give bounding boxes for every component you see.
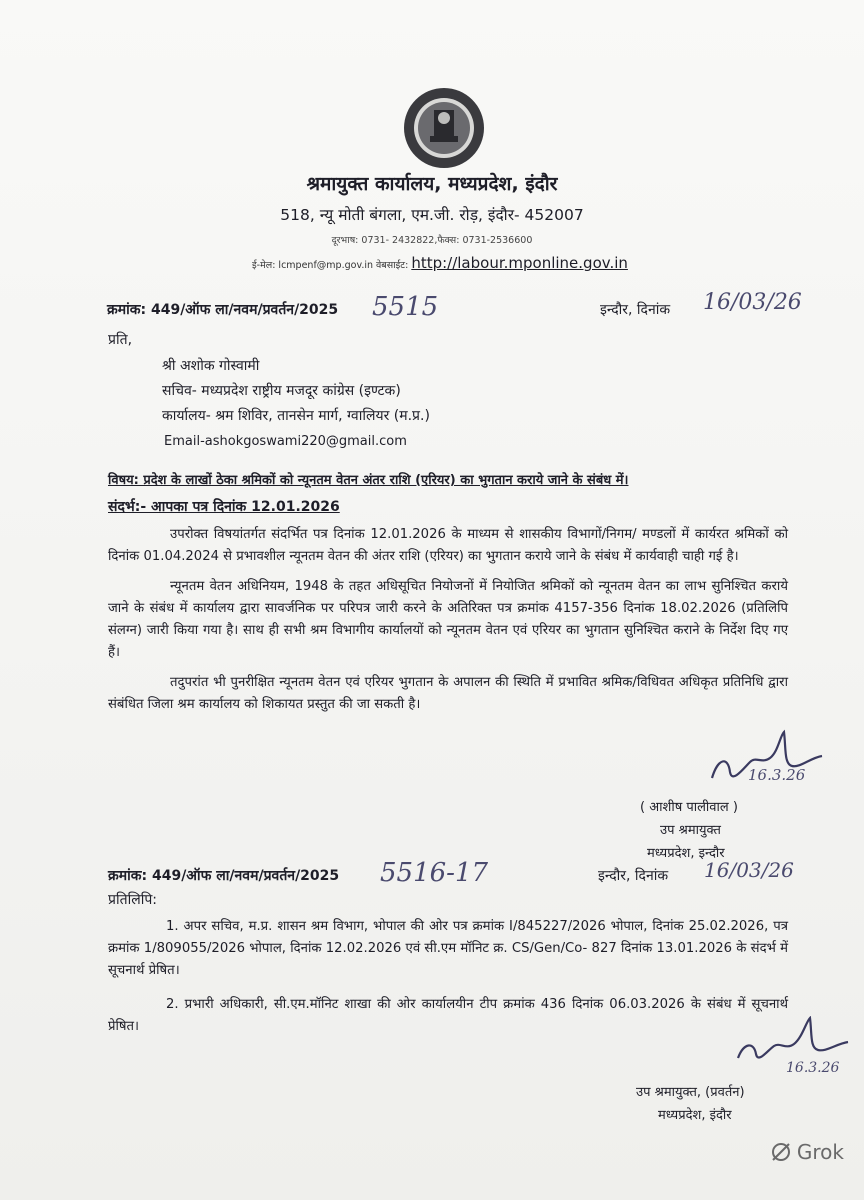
office-address: 518, न्यू मोती बंगला, एम.जी. रोड़, इंदौर- 452007 — [280, 206, 584, 224]
copy-ref-handwritten-number: 5516-17 — [380, 858, 489, 888]
grok-watermark-text: Grok — [796, 1140, 844, 1164]
copy-label: प्रतिलिपि: — [108, 892, 157, 908]
office-contact — [252, 254, 628, 272]
to-label: प्रति, — [108, 332, 133, 348]
letter-body — [108, 524, 788, 716]
copy-list — [108, 916, 788, 1038]
copy-place-date-label: इन्दौर, दिनांक — [598, 868, 669, 884]
mp-state-emblem-icon — [402, 86, 486, 170]
copy-item-1: 1. अपर सचिव, म.प्र. शासन श्रम विभाग, भोपाल की ओर पत्र क्रमांक I/845227/2026 भोपाल, दिनांक 25.02.2026, पत्र क्रमांक 1/809055/2026 भोपाल, दिनांक 12.02.2026 एवं सी.एम मॉनिट क्र. CS/Gen/Co- 827 दिनांक 13.01.2026 के संदर्भ में सूचनार्थ प्रेषित। — [108, 919, 788, 978]
body-paragraph-1: उपरोक्त विषयांतर्गत संदर्भित पत्र दिनांक 12.01.2026 के माध्यम से शासकीय विभागों/निगम/ मण्डलों में कार्यरत श्रमिकों को दिनांक 01.04.2024 से प्रभावशील न्यूनतम वेतन की अंतर राशि (एरियर) का भुगतान कराये जाने के संबंध में कार्यवाही चाही गई है। — [108, 527, 788, 564]
office-title: श्रमायुक्त कार्यालय, मध्यप्रदेश, इंदौर — [306, 173, 558, 195]
date-handwritten: 16/03/26 — [703, 290, 802, 315]
recipient-name: श्री अशोक गोस्वामी — [162, 358, 260, 374]
signatory-place: मध्यप्रदेश, इन्दौर — [647, 846, 725, 861]
recipient-office: कार्यालय- श्रम शिविर, तानसेन मार्ग, ग्वालियर (म.प्र.) — [162, 408, 430, 424]
copy-signatory-title: उप श्रमायुक्त, (प्रवर्तन) — [636, 1085, 745, 1100]
signatory-name: ( आशीष पालीवाल ) — [640, 800, 738, 815]
recipient-email: Email-ashokgoswami220@gmail.com — [164, 434, 407, 449]
ref-handwritten-number: 5515 — [372, 292, 439, 322]
copy-ref-number: क्रमांक: 449/ऑफ ला/नवम/प्रवर्तन/2025 — [108, 868, 340, 884]
signatory-title: उप श्रमायुक्त — [660, 823, 721, 838]
copy-signatory-place: मध्यप्रदेश, इंदौर — [658, 1108, 732, 1123]
grok-logo-icon — [769, 1140, 793, 1164]
copy-item-2: 2. प्रभारी अधिकारी, सी.एम.मॉनिट शाखा की ओर कार्यालयीन टीप क्रमांक 436 दिनांक 06.03.2026 के संबंध में सूचनार्थ प्रेषित। — [108, 997, 788, 1034]
copy-signature-date: 16.3.26 — [786, 1060, 840, 1076]
body-paragraph-2: न्यूनतम वेतन अधिनियम, 1948 के तहत अधिसूचित नियोजनों में नियोजित श्रमिकों को न्यूनतम वेतन का लाभ सुनिश्चित कराये जाने के संबंध में कार्यालय द्वारा सावर्जनिक पर परिपत्र जारी करने के अतिरिक्त पत्र क्रमांक 4157-356 दिनांक 18.02.2026 (प्रतिलिपि संलग्न) जारी किया गया है। साथ ही सभी श्रम विभागीय कार्यालयों को न्यूनतम वेतन एवं एरियर का भुगतान सुनिश्चित कराने के निर्देश दिए गए हैं। — [108, 579, 788, 660]
office-phone: दूरभाष: 0731- 2432822,फैक्स: 0731-2536600 — [331, 235, 533, 246]
grok-watermark — [769, 1140, 844, 1164]
body-paragraph-3: तदुपरांत भी पुनरीक्षित न्यूनतम वेतन एवं एरियर भुगतान के अपालन की स्थिति में प्रभावित श्रमिक/विधिवत अधिकृत प्रतिनिधि द्वारा संबंधित जिला श्रम कार्यालय को शिकायत प्रस्तुत की जा सकती है। — [108, 675, 788, 712]
signature-date: 16.3.26 — [748, 766, 806, 784]
office-website-link[interactable]: http://labour.mponline.gov.in — [411, 254, 628, 272]
ref-number: क्रमांक: 449/ऑफ ला/नवम/प्रवर्तन/2025 — [107, 302, 339, 318]
recipient-designation: सचिव- मध्यप्रदेश राष्ट्रीय मजदूर कांग्रेस (इण्टक) — [162, 383, 401, 399]
reference-line: संदर्भ:- आपका पत्र दिनांक 12.01.2026 — [108, 499, 340, 515]
subject-line: विषय: प्रदेश के लाखों ठेका श्रमिकों को न्यूनतम वेतन अंतर राशि (एरियर) का भुगतान कराये जाने के संबंध में। — [108, 473, 629, 488]
copy-date-handwritten: 16/03/26 — [704, 858, 794, 882]
office-email: ई-मेल: lcmpenf@mp.gov.in वेबसाईट: — [252, 260, 409, 271]
place-date-label: इन्दौर, दिनांक — [600, 302, 671, 318]
